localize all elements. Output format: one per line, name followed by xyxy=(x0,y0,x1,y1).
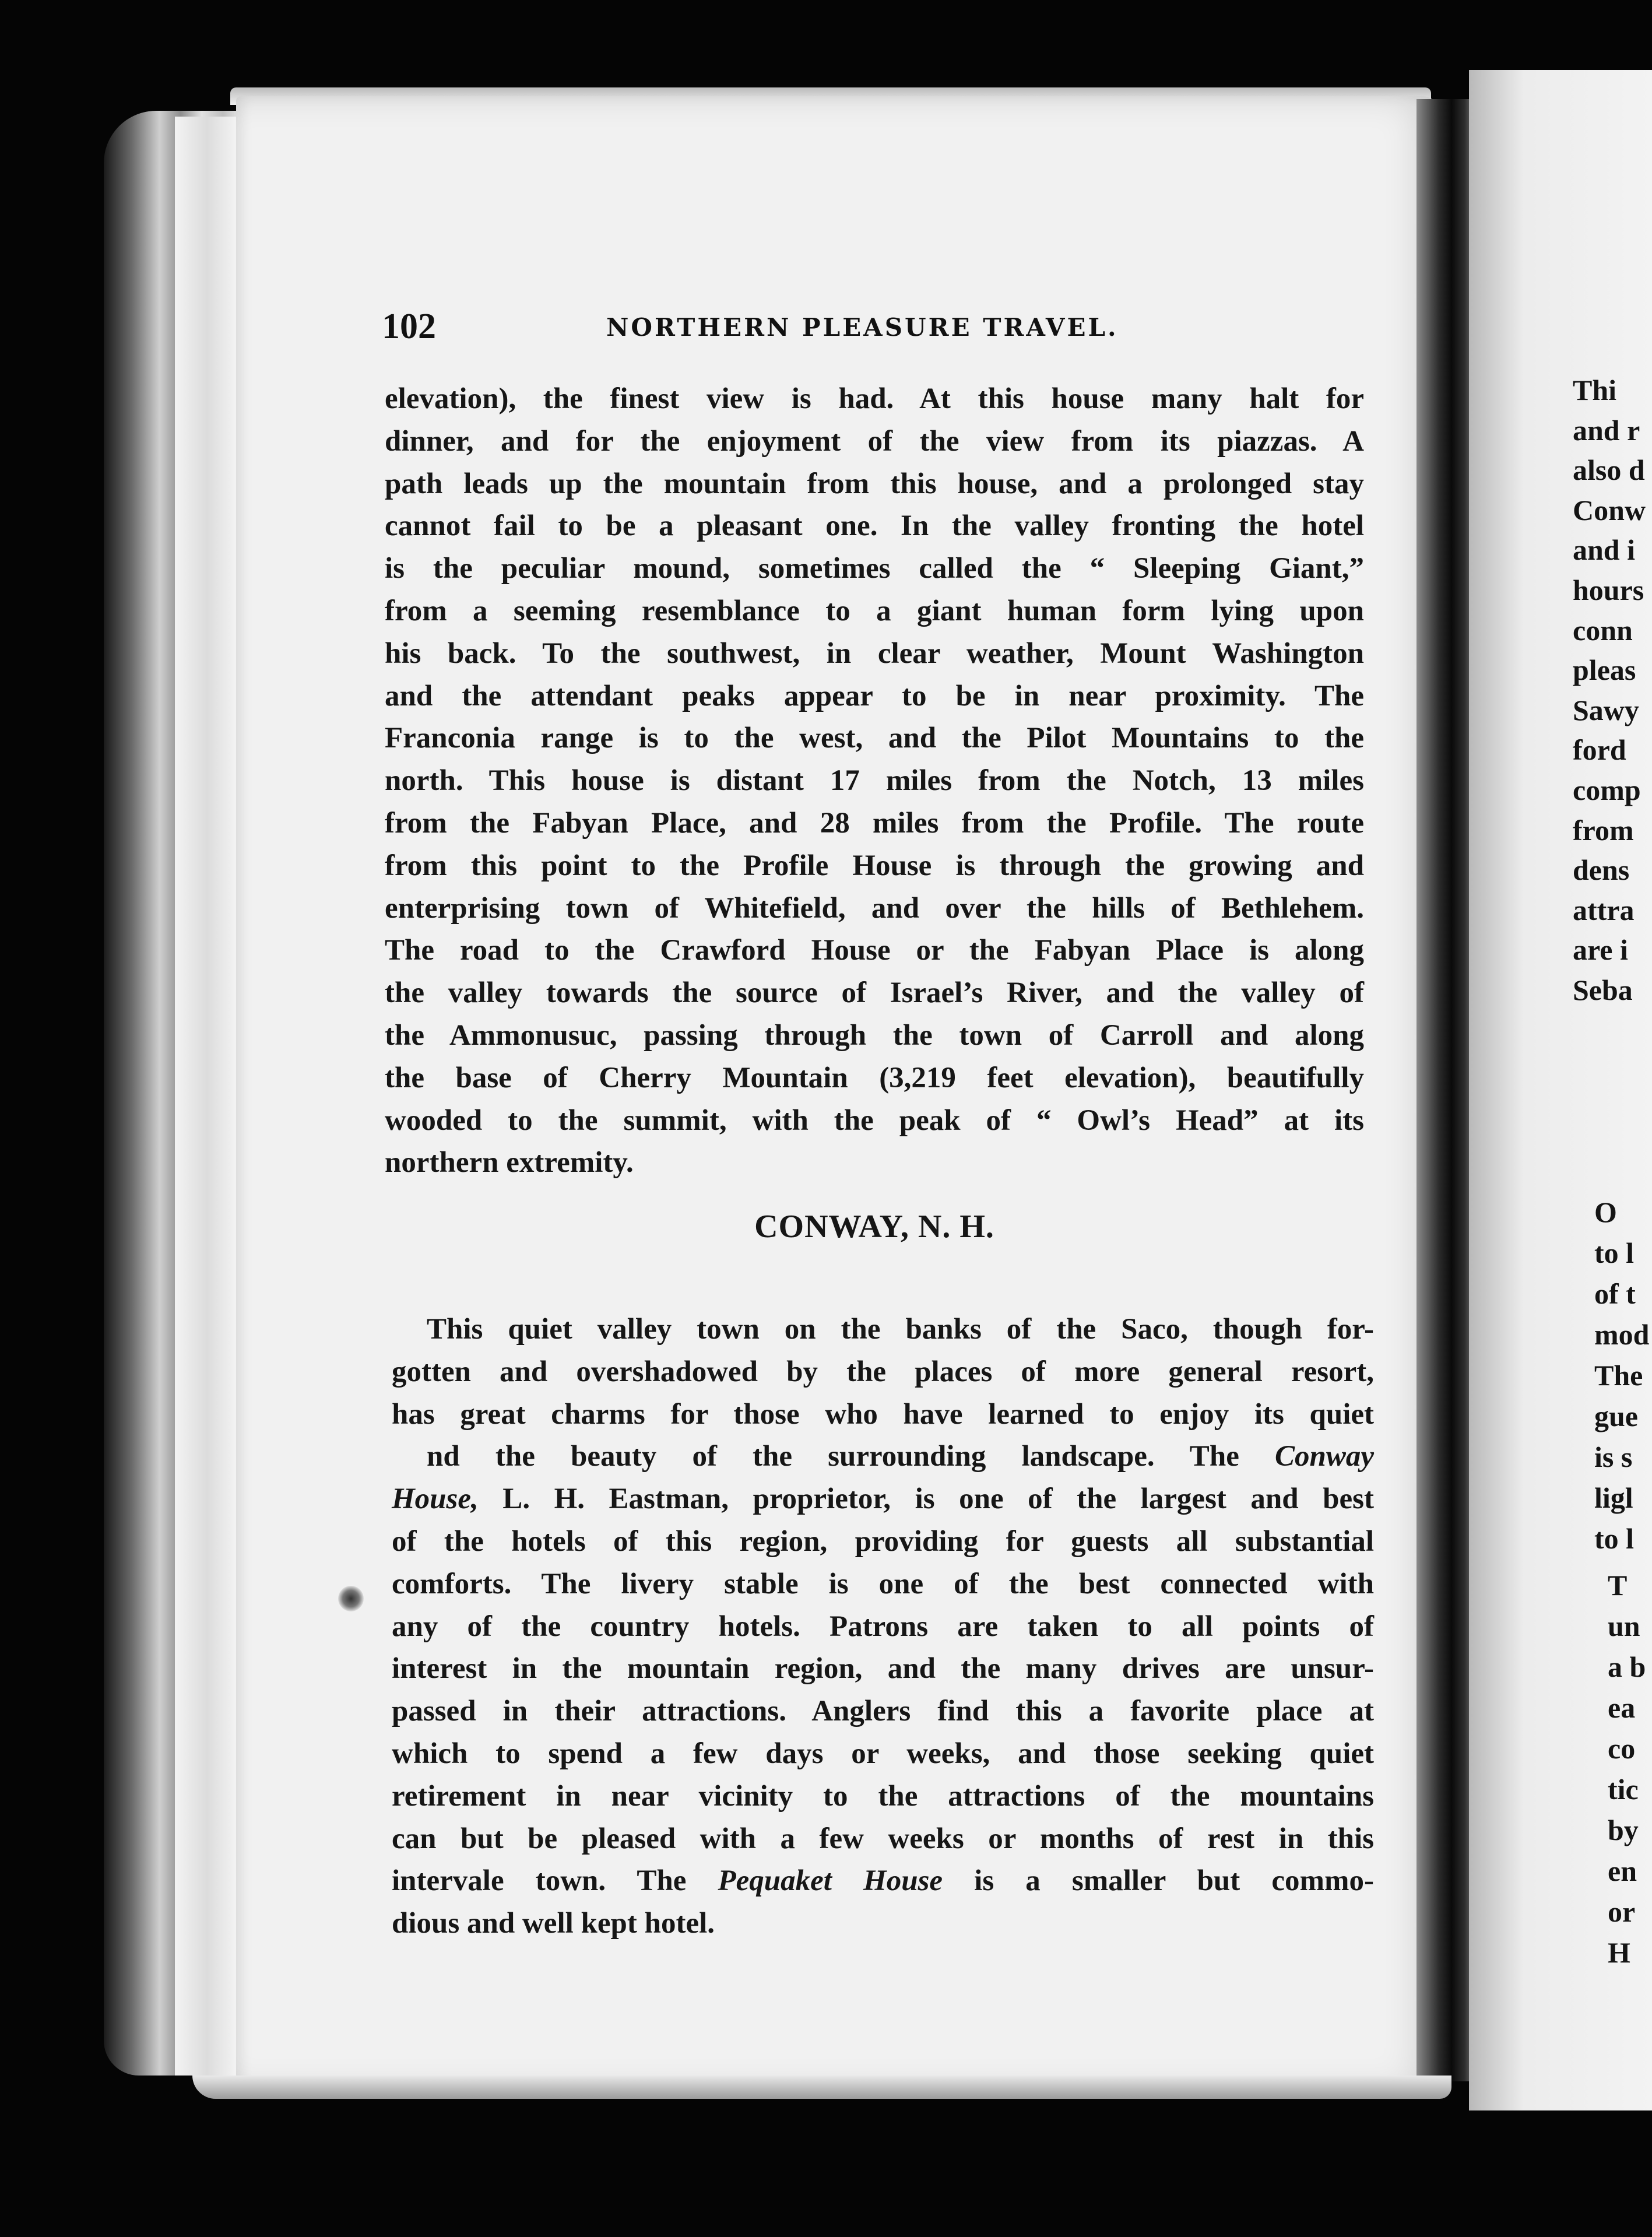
text-line: his back. To the southwest, in clear weather, Mount Washington xyxy=(385,637,1364,670)
text-line: comforts. The livery stable is one of the best connected with xyxy=(392,1567,1374,1600)
page-bottom-edge xyxy=(192,2076,1451,2099)
text-line: wooded to the summit, with the peak of “ Owl’s Head” at its xyxy=(385,1104,1364,1137)
page-edges-inner xyxy=(175,117,239,2076)
text-line: of the hotels of this region, providing for guests all substantial xyxy=(392,1525,1374,1558)
facing-page-fragment: Sawy xyxy=(1573,693,1639,726)
text-line: dious and well kept hotel. xyxy=(392,1907,715,1940)
text-line: and the attendant peaks appear to be in near proximity. The xyxy=(385,679,1364,712)
passage-text xyxy=(385,378,1364,1184)
text-line: cannot fail to be a pleasant one. In the valley fronting the hotel xyxy=(385,510,1364,543)
facing-page-fragment: tic xyxy=(1608,1773,1639,1806)
facing-page-fragment: The xyxy=(1594,1359,1643,1392)
ink-blot xyxy=(338,1586,364,1611)
facing-page-fragment: and i xyxy=(1573,533,1636,567)
text-line: interest in the mountain region, and the many drives are unsur- xyxy=(392,1652,1374,1685)
facing-page-fragment: Conw xyxy=(1573,493,1646,526)
facing-page-fragment: are i xyxy=(1573,933,1628,967)
text-line: House, L. H. Eastman, proprietor, is one of the largest and best xyxy=(392,1483,1374,1516)
running-head: NORTHERN PLEASURE TRAVEL. xyxy=(606,313,1119,342)
facing-page-fragment: Seba xyxy=(1573,974,1633,1006)
facing-page-fragment: of t xyxy=(1594,1277,1636,1310)
facing-page-fragment: also d xyxy=(1573,454,1645,487)
text-line: path leads up the mountain from this house, and a prolonged stay xyxy=(385,467,1364,500)
facing-page-fragment: co xyxy=(1608,1732,1636,1765)
facing-page-fragment: by xyxy=(1608,1814,1639,1846)
text-line: from this point to the Profile House is through the growing and xyxy=(385,849,1364,882)
text-line: passed in their attractions. Anglers find this a favorite place at xyxy=(392,1695,1374,1728)
facing-page-fragment: hours xyxy=(1573,574,1644,606)
facing-page-fragment: en xyxy=(1608,1855,1637,1887)
text-line: nd the beauty of the surrounding landscape. The Conway xyxy=(427,1440,1374,1473)
text-line: The road to the Crawford House or the Fabyan Place is along xyxy=(385,934,1364,967)
facing-page-fragment: and r xyxy=(1573,413,1640,447)
facing-page-fragment: T xyxy=(1608,1569,1628,1602)
text-line: the valley towards the source of Israel’s River, and the valley of xyxy=(385,977,1364,1010)
facing-page-fragment: mod xyxy=(1594,1318,1650,1351)
text-line: from the Fabyan Place, and 28 miles from the Profile. The route xyxy=(385,806,1364,840)
text-line: intervale town. The Pequaket House is a smaller but commo- xyxy=(392,1864,1374,1898)
text-line: from a seeming resemblance to a giant human form lying upon xyxy=(385,594,1364,627)
text-line: can but be pleased with a few weeks or months of rest in this xyxy=(392,1822,1374,1855)
text-line: dinner, and for the enjoyment of the view from its piazzas. A xyxy=(385,424,1364,458)
facing-page-fragment: O xyxy=(1594,1196,1617,1228)
text-line: northern extremity. xyxy=(385,1146,634,1179)
facing-page-fragment: un xyxy=(1608,1610,1640,1642)
text-line: retirement in near vicinity to the attractions of the mountains xyxy=(392,1779,1374,1813)
facing-page-fragment: Thi xyxy=(1573,374,1617,406)
section-text xyxy=(392,1309,1374,1945)
text-line: elevation), the finest view is had. At this house many halt for xyxy=(385,382,1364,415)
section-title: CONWAY, N. H. xyxy=(754,1209,994,1245)
facing-page-fragment: H xyxy=(1608,1936,1630,1969)
page-header xyxy=(382,306,1373,347)
facing-page-fragment: ford xyxy=(1573,733,1626,767)
text-line: any of the country hotels. Patrons are taken to all points of xyxy=(392,1610,1374,1643)
facing-page-fragment: attra xyxy=(1573,893,1635,926)
text-line: the Ammonusuc, passing through the town of Carroll and along xyxy=(385,1019,1364,1052)
text-line: is the peculiar mound, sometimes called the “ Sleeping Giant,” xyxy=(385,552,1364,585)
facing-page-fragment: ea xyxy=(1608,1691,1636,1724)
facing-page-fragment: dens xyxy=(1573,854,1630,887)
facing-page-fragment: a b xyxy=(1608,1650,1646,1683)
facing-page-fragment: ligl xyxy=(1594,1481,1633,1514)
text-line: enterprising town of Whitefield, and over the hills of Bethlehem. xyxy=(385,891,1364,925)
text-line: the base of Cherry Mountain (3,219 feet elevation), beautifully xyxy=(385,1061,1364,1094)
facing-page-fragment: from xyxy=(1573,813,1634,847)
facing-page-fragment: pleas xyxy=(1573,654,1636,687)
facing-page-fragment: to l xyxy=(1594,1522,1635,1555)
facing-page-fragment: or xyxy=(1608,1895,1636,1928)
text-line: This quiet valley town on the banks of the Saco, though for- xyxy=(427,1313,1374,1346)
text-line: Franconia range is to the west, and the Pilot Mountains to the xyxy=(385,722,1364,755)
facing-page-fragment: conn xyxy=(1573,613,1633,647)
facing-page-fragment: to l xyxy=(1594,1237,1635,1269)
facing-page xyxy=(1469,70,1652,2110)
facing-page-fragment: gue xyxy=(1594,1400,1638,1432)
facing-page-fragment: comp xyxy=(1573,774,1641,806)
text-line: north. This house is distant 17 miles from the Notch, 13 miles xyxy=(385,764,1364,798)
page-number: 102 xyxy=(382,307,436,346)
text-line: gotten and overshadowed by the places of more general resort, xyxy=(392,1355,1374,1388)
text-line: which to spend a few days or weeks, and those seeking quiet xyxy=(392,1737,1374,1770)
text-line: has great charms for those who have learned to enjoy its quiet xyxy=(392,1397,1374,1431)
facing-page-fragment: is s xyxy=(1594,1441,1633,1473)
